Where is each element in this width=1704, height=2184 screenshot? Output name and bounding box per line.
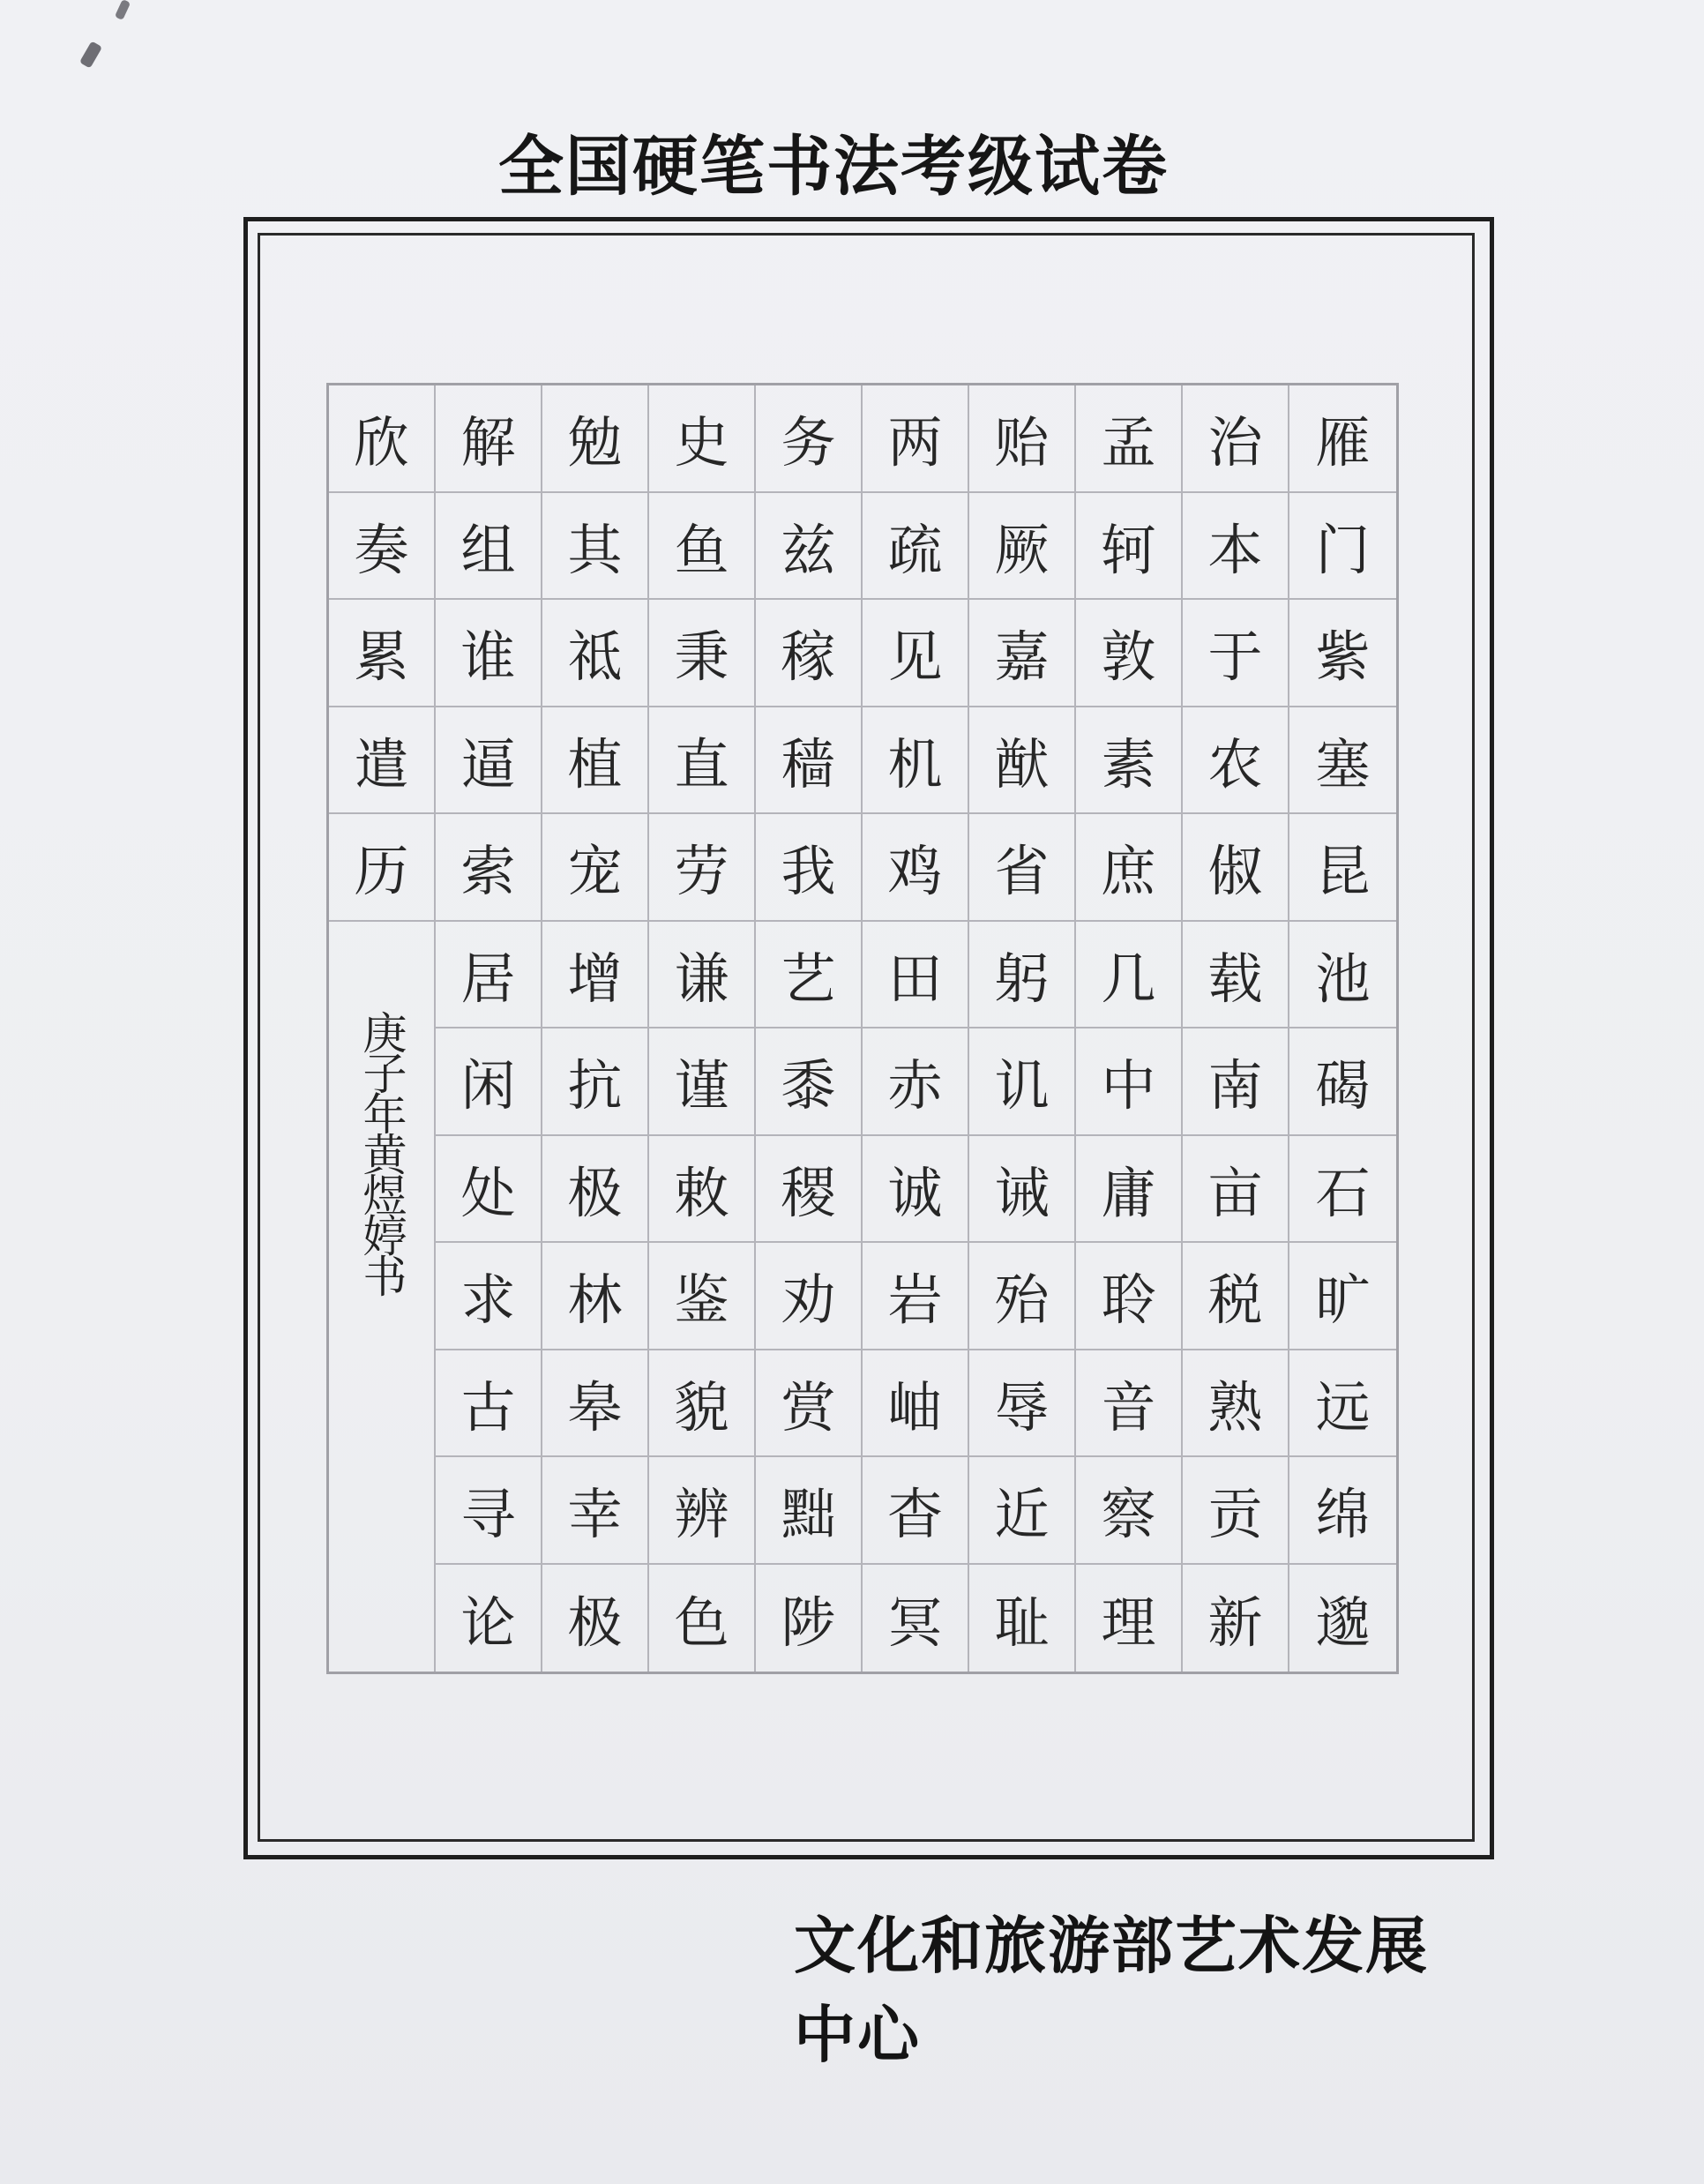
grid-cell: 素 — [1076, 707, 1183, 815]
grid-cell: 色 — [649, 1565, 756, 1672]
grid-cell: 诫 — [969, 1136, 1076, 1244]
grid-cell: 庶 — [1076, 814, 1183, 922]
grid-cell: 穑 — [756, 707, 863, 815]
grid-cell: 贡 — [1183, 1457, 1289, 1565]
grid-cell: 植 — [542, 707, 649, 815]
grid-cell: 鉴 — [649, 1243, 756, 1350]
signature-cell — [329, 922, 436, 1672]
grid-cell: 亩 — [1183, 1136, 1289, 1244]
grid-cell: 鸡 — [863, 814, 969, 922]
grid-cell: 岩 — [863, 1243, 969, 1350]
grid-cell: 本 — [1183, 493, 1289, 601]
grid-cell: 赏 — [756, 1350, 863, 1458]
grid-cell: 门 — [1289, 493, 1396, 601]
grid-cell: 轲 — [1076, 493, 1183, 601]
grid-cell: 谦 — [649, 922, 756, 1029]
grid-cell: 辱 — [969, 1350, 1076, 1458]
grid-cell: 新 — [1183, 1565, 1289, 1672]
grid-cell: 见 — [863, 600, 969, 707]
grid-cell: 极 — [542, 1136, 649, 1244]
grid-cell: 赤 — [863, 1028, 969, 1136]
grid-cell: 治 — [1183, 385, 1289, 493]
grid-cell: 处 — [436, 1136, 542, 1244]
grid-cell: 庸 — [1076, 1136, 1183, 1244]
grid-cell: 嘉 — [969, 600, 1076, 707]
pen-mark — [79, 41, 102, 68]
grid-cell: 敕 — [649, 1136, 756, 1244]
grid-cell: 诚 — [863, 1136, 969, 1244]
grid-cell: 农 — [1183, 707, 1289, 815]
grid-cell: 聆 — [1076, 1243, 1183, 1350]
grid-cell: 昆 — [1289, 814, 1396, 922]
grid-cell: 塞 — [1289, 707, 1396, 815]
grid-cell: 理 — [1076, 1565, 1183, 1672]
grid-cell: 历 — [329, 814, 436, 922]
grid-cell: 皋 — [542, 1350, 649, 1458]
calligraphy-grid — [326, 383, 1399, 1674]
grid-cell: 熟 — [1183, 1350, 1289, 1458]
grid-cell: 猷 — [969, 707, 1076, 815]
grid-cell: 寻 — [436, 1457, 542, 1565]
grid-cell: 逼 — [436, 707, 542, 815]
grid-cell: 厥 — [969, 493, 1076, 601]
grid-cell: 杳 — [863, 1457, 969, 1565]
grid-cell: 岫 — [863, 1350, 969, 1458]
grid-cell: 鱼 — [649, 493, 756, 601]
grid-cell: 贻 — [969, 385, 1076, 493]
grid-cell: 务 — [756, 385, 863, 493]
grid-cell: 组 — [436, 493, 542, 601]
grid-cell: 我 — [756, 814, 863, 922]
grid-cell: 两 — [863, 385, 969, 493]
grid-cell: 其 — [542, 493, 649, 601]
grid-cell: 紫 — [1289, 600, 1396, 707]
grid-cell: 稼 — [756, 600, 863, 707]
grid-cell: 直 — [649, 707, 756, 815]
pen-mark — [115, 0, 131, 20]
issuer-footer: 文化和旅游部艺术发展中心 — [794, 1909, 1429, 2071]
grid-cell: 勉 — [542, 385, 649, 493]
grid-cell: 省 — [969, 814, 1076, 922]
grid-cell: 黍 — [756, 1028, 863, 1136]
grid-cell: 碣 — [1289, 1028, 1396, 1136]
grid-cell: 黜 — [756, 1457, 863, 1565]
grid-cell: 疏 — [863, 493, 969, 601]
grid-cell: 讥 — [969, 1028, 1076, 1136]
signature: 庚子年黄煜婷书 — [355, 1009, 407, 1294]
grid-cell: 中 — [1076, 1028, 1183, 1136]
grid-cell: 载 — [1183, 922, 1289, 1029]
grid-cell: 机 — [863, 707, 969, 815]
grid-cell: 抗 — [542, 1028, 649, 1136]
grid-cell: 雁 — [1289, 385, 1396, 493]
grid-cell: 于 — [1183, 600, 1289, 707]
grid-cell: 石 — [1289, 1136, 1396, 1244]
grid-cell: 耻 — [969, 1565, 1076, 1672]
grid-cell: 躬 — [969, 922, 1076, 1029]
grid-cell: 极 — [542, 1565, 649, 1672]
grid-cell: 欣 — [329, 385, 436, 493]
grid-cell: 近 — [969, 1457, 1076, 1565]
grid-cell: 论 — [436, 1565, 542, 1672]
grid-cell: 劳 — [649, 814, 756, 922]
grid-cell: 解 — [436, 385, 542, 493]
grid-cell: 池 — [1289, 922, 1396, 1029]
grid-cell: 林 — [542, 1243, 649, 1350]
grid-cell: 南 — [1183, 1028, 1289, 1136]
grid-cell: 稷 — [756, 1136, 863, 1244]
grid-cell: 谨 — [649, 1028, 756, 1136]
grid-cell: 绵 — [1289, 1457, 1396, 1565]
grid-cell: 陟 — [756, 1565, 863, 1672]
grid-cell: 秉 — [649, 600, 756, 707]
grid-cell: 兹 — [756, 493, 863, 601]
grid-cell: 宠 — [542, 814, 649, 922]
grid-cell: 田 — [863, 922, 969, 1029]
grid-cell: 祗 — [542, 600, 649, 707]
grid-cell: 古 — [436, 1350, 542, 1458]
grid-cell: 累 — [329, 600, 436, 707]
grid-cell: 求 — [436, 1243, 542, 1350]
grid-cell: 察 — [1076, 1457, 1183, 1565]
grid-cell: 闲 — [436, 1028, 542, 1136]
grid-cell: 辨 — [649, 1457, 756, 1565]
page-title: 全国硬笔书法考级试卷 — [498, 129, 1169, 205]
grid-cell: 音 — [1076, 1350, 1183, 1458]
grid-cell: 冥 — [863, 1565, 969, 1672]
grid-cell: 居 — [436, 922, 542, 1029]
grid-cell: 几 — [1076, 922, 1183, 1029]
grid-cell: 艺 — [756, 922, 863, 1029]
grid-cell: 孟 — [1076, 385, 1183, 493]
grid-cell: 遣 — [329, 707, 436, 815]
grid-cell: 旷 — [1289, 1243, 1396, 1350]
grid-cell: 索 — [436, 814, 542, 922]
grid-cell: 殆 — [969, 1243, 1076, 1350]
grid-cell: 貌 — [649, 1350, 756, 1458]
grid-cell: 敦 — [1076, 600, 1183, 707]
grid-cell: 远 — [1289, 1350, 1396, 1458]
grid-cell: 税 — [1183, 1243, 1289, 1350]
grid-cell: 谁 — [436, 600, 542, 707]
grid-cell: 俶 — [1183, 814, 1289, 922]
grid-cell: 增 — [542, 922, 649, 1029]
grid-cell: 史 — [649, 385, 756, 493]
grid-cell: 劝 — [756, 1243, 863, 1350]
grid-cell: 邈 — [1315, 1589, 1371, 1655]
grid-cell: 幸 — [542, 1457, 649, 1565]
grid-cell: 奏 — [329, 493, 436, 601]
